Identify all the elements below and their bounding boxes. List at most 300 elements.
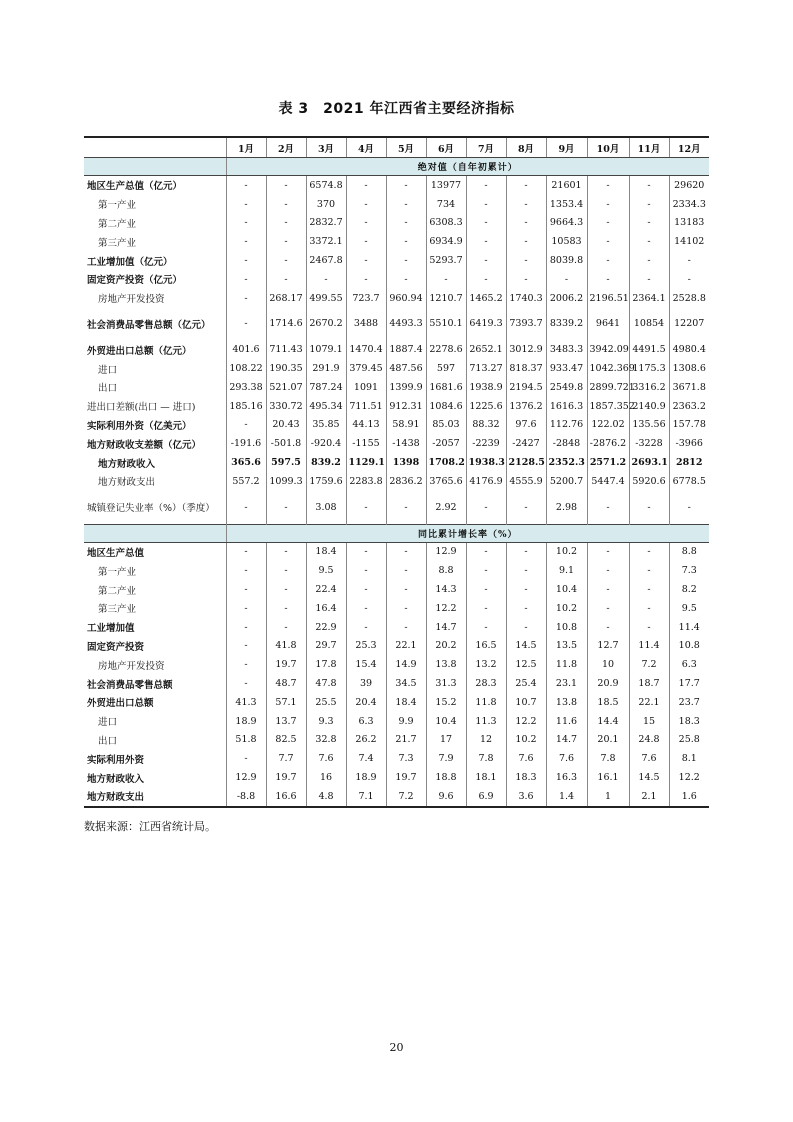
value-cell: - [266, 561, 306, 580]
value-cell: 4491.5 [629, 340, 669, 359]
value-cell: 2670.2 [306, 315, 346, 334]
row-label: 第二产业 [98, 585, 137, 597]
value-cell: 88.32 [466, 416, 506, 435]
table-row [84, 618, 709, 637]
value-cell: 14.5 [506, 637, 546, 656]
value-cell: 4980.4 [669, 340, 709, 359]
value-cell: - [226, 749, 266, 768]
spacer-cell [226, 517, 266, 525]
value-cell: 8.1 [669, 749, 709, 768]
value-cell: 7.2 [629, 655, 669, 674]
spacer-cell [386, 491, 426, 498]
value-cell: 1398 [386, 453, 426, 472]
row-label: 固定资产投资（亿元） [87, 275, 183, 287]
value-cell: 960.94 [386, 289, 426, 308]
value-cell: 6.3 [669, 655, 709, 674]
value-cell: 25.5 [306, 693, 346, 712]
value-cell: 1399.9 [386, 378, 426, 397]
value-cell: - [466, 176, 506, 195]
value-cell: 1681.6 [426, 378, 466, 397]
value-cell: 711.43 [266, 340, 306, 359]
value-cell: - [587, 270, 629, 289]
value-cell: 9.9 [386, 712, 426, 731]
spacer-cell [506, 308, 546, 315]
value-cell: 7.3 [669, 561, 709, 580]
table-row [84, 315, 709, 334]
value-cell: 2196.51 [587, 289, 629, 308]
row-label: 第三产业 [98, 604, 137, 616]
value-cell: 48.7 [266, 674, 306, 693]
value-cell: - [506, 542, 546, 561]
value-cell: 933.47 [546, 359, 587, 378]
spacer-cell [506, 517, 546, 525]
table-row [84, 498, 709, 517]
value-cell: 1225.6 [466, 397, 506, 416]
value-cell: 7.9 [426, 749, 466, 768]
value-cell: 268.17 [266, 289, 306, 308]
value-cell: 2352.3 [546, 453, 587, 472]
value-cell: 12.2 [426, 599, 466, 618]
value-cell: - [346, 270, 386, 289]
value-cell: 18.3 [506, 768, 546, 787]
row-label: 进口 [98, 364, 118, 376]
table-row [84, 542, 709, 561]
indicator-table-container [84, 136, 709, 808]
value-cell: 17 [426, 731, 466, 750]
section-header-blank [84, 158, 226, 176]
value-cell: - [629, 542, 669, 561]
value-cell: 1 [587, 787, 629, 807]
value-cell: 20.43 [266, 416, 306, 435]
value-cell: 2812 [669, 453, 709, 472]
value-cell: - [386, 498, 426, 517]
value-cell: -1155 [346, 434, 386, 453]
value-cell: 23.7 [669, 693, 709, 712]
row-label: 第三产业 [98, 237, 137, 249]
value-cell: 818.37 [506, 359, 546, 378]
value-cell: - [466, 542, 506, 561]
value-cell: 10 [587, 655, 629, 674]
value-cell: 82.5 [266, 731, 306, 750]
value-cell: -1438 [386, 434, 426, 453]
value-cell: 6574.8 [306, 176, 346, 195]
value-cell: - [629, 251, 669, 270]
value-cell: 14.4 [587, 712, 629, 731]
value-cell: 3488 [346, 315, 386, 334]
row-label: 地方财政收支差额（亿元） [87, 439, 202, 451]
value-cell: 11.6 [546, 712, 587, 731]
value-cell: 7.8 [587, 749, 629, 768]
value-cell: 29.7 [306, 637, 346, 656]
value-cell: - [629, 195, 669, 214]
spacer-cell [669, 308, 709, 315]
value-cell: 25.4 [506, 674, 546, 693]
value-cell: 8.2 [669, 580, 709, 599]
value-cell: 23.1 [546, 674, 587, 693]
value-cell: 1714.6 [266, 315, 306, 334]
value-cell: 13977 [426, 176, 466, 195]
value-cell: - [587, 232, 629, 251]
value-cell: 18.9 [346, 768, 386, 787]
value-cell: -8.8 [226, 787, 266, 807]
value-cell: - [346, 542, 386, 561]
value-cell: 5293.7 [426, 251, 466, 270]
table-title: 表 3 2021 年江西省主要经济指标 [278, 101, 515, 117]
value-cell: 293.38 [226, 378, 266, 397]
value-cell: - [466, 618, 506, 637]
value-cell: 8339.2 [546, 315, 587, 334]
value-cell: - [226, 618, 266, 637]
value-cell: - [346, 251, 386, 270]
value-cell: 12.9 [226, 768, 266, 787]
table-row [84, 580, 709, 599]
table-row [84, 599, 709, 618]
value-cell: - [386, 599, 426, 618]
value-cell: 401.6 [226, 340, 266, 359]
value-cell: 12.7 [587, 637, 629, 656]
value-cell: 7.3 [386, 749, 426, 768]
value-cell: - [386, 580, 426, 599]
value-cell: 1465.2 [466, 289, 506, 308]
value-cell: 3942.09 [587, 340, 629, 359]
month-header: 9月 [546, 137, 587, 158]
spacer-cell [629, 308, 669, 315]
value-cell: 11.8 [546, 655, 587, 674]
row-label: 房地产开发投资 [98, 660, 165, 672]
table-row [84, 359, 709, 378]
spacer-cell [466, 333, 506, 340]
value-cell: 7.2 [386, 787, 426, 807]
spacer-cell [426, 333, 466, 340]
spacer-cell [306, 333, 346, 340]
value-cell: - [587, 599, 629, 618]
value-cell: 2836.2 [386, 472, 426, 491]
spacer-cell [386, 333, 426, 340]
spacer-cell [587, 308, 629, 315]
value-cell: 713.27 [466, 359, 506, 378]
value-cell: - [266, 599, 306, 618]
value-cell: 185.16 [226, 397, 266, 416]
value-cell: - [506, 214, 546, 233]
value-cell: - [506, 599, 546, 618]
value-cell: 112.76 [546, 416, 587, 435]
value-cell: 839.2 [306, 453, 346, 472]
value-cell: - [346, 599, 386, 618]
value-cell: 2334.3 [669, 195, 709, 214]
value-cell: 6.3 [346, 712, 386, 731]
value-cell: - [386, 214, 426, 233]
value-cell: 11.4 [669, 618, 709, 637]
value-cell: 1.6 [669, 787, 709, 807]
value-cell: 1376.2 [506, 397, 546, 416]
table-row [84, 416, 709, 435]
value-cell: - [346, 498, 386, 517]
value-cell: - [466, 251, 506, 270]
value-cell: - [226, 270, 266, 289]
value-cell: 22.1 [629, 693, 669, 712]
value-cell: 1129.1 [346, 453, 386, 472]
value-cell: 14.3 [426, 580, 466, 599]
table-row [84, 472, 709, 491]
value-cell: 723.7 [346, 289, 386, 308]
value-cell: 14.9 [386, 655, 426, 674]
row-label: 第二产业 [98, 218, 137, 230]
value-cell: 13.2 [466, 655, 506, 674]
spacer-cell [306, 308, 346, 315]
spacer-cell [426, 308, 466, 315]
value-cell: 51.8 [226, 731, 266, 750]
spacer-cell [226, 491, 266, 498]
table-row [84, 289, 709, 308]
value-cell: 495.34 [306, 397, 346, 416]
row-label: 外贸进出口总额 [87, 698, 154, 710]
value-cell: 20.4 [346, 693, 386, 712]
month-header-row [84, 137, 709, 158]
value-cell: - [506, 176, 546, 195]
spacer-cell [506, 491, 546, 498]
table-row [84, 378, 709, 397]
value-cell: -2057 [426, 434, 466, 453]
value-cell: 11.8 [466, 693, 506, 712]
value-cell: 11.3 [466, 712, 506, 731]
value-cell: 8.8 [426, 561, 466, 580]
value-cell: - [226, 176, 266, 195]
value-cell: 47.8 [306, 674, 346, 693]
value-cell: - [266, 195, 306, 214]
spacer-cell [546, 333, 587, 340]
table-row [84, 561, 709, 580]
value-cell: 29620 [669, 176, 709, 195]
value-cell: 711.51 [346, 397, 386, 416]
row-label: 社会消费品零售总额 [87, 679, 173, 691]
value-cell: 13.5 [546, 637, 587, 656]
value-cell: -3228 [629, 434, 669, 453]
value-cell: 379.45 [346, 359, 386, 378]
table-row [84, 251, 709, 270]
table-row [84, 655, 709, 674]
spacer-cell [546, 517, 587, 525]
value-cell: 10583 [546, 232, 587, 251]
value-cell: 2.92 [426, 498, 466, 517]
spacer-cell [306, 491, 346, 498]
spacer-cell [346, 491, 386, 498]
value-cell: - [346, 618, 386, 637]
row-label: 固定资产投资 [87, 641, 145, 653]
value-cell: 1079.1 [306, 340, 346, 359]
spacer-cell [226, 308, 266, 315]
value-cell: 1708.2 [426, 453, 466, 472]
value-cell: 18.4 [386, 693, 426, 712]
value-cell: 39 [346, 674, 386, 693]
value-cell: - [506, 270, 546, 289]
row-label: 出口 [98, 383, 118, 395]
value-cell: - [506, 618, 546, 637]
value-cell: 10.2 [546, 599, 587, 618]
row-label: 第一产业 [98, 566, 137, 578]
spacer-cell [266, 308, 306, 315]
value-cell: 9.5 [669, 599, 709, 618]
value-cell: 8039.8 [546, 251, 587, 270]
value-cell: 17.8 [306, 655, 346, 674]
row-label: 地方财政收入 [98, 458, 156, 470]
month-header: 4月 [346, 137, 386, 158]
spacer-cell [266, 333, 306, 340]
value-cell: - [669, 251, 709, 270]
month-header: 8月 [506, 137, 546, 158]
value-cell: - [506, 251, 546, 270]
value-cell: - [226, 580, 266, 599]
value-cell: 31.3 [426, 674, 466, 693]
value-cell: - [669, 270, 709, 289]
value-cell: - [266, 214, 306, 233]
value-cell: 1.4 [546, 787, 587, 807]
value-cell: 17.7 [669, 674, 709, 693]
value-cell: 10.7 [506, 693, 546, 712]
spacer-cell [226, 333, 266, 340]
value-cell: - [629, 580, 669, 599]
spacer-cell [386, 308, 426, 315]
value-cell: 4176.9 [466, 472, 506, 491]
value-cell: 85.03 [426, 416, 466, 435]
spacer-cell [669, 333, 709, 340]
value-cell: 41.8 [266, 637, 306, 656]
spacer-cell [84, 491, 226, 498]
value-cell: 1042.369 [587, 359, 629, 378]
table-row [84, 787, 709, 807]
value-cell: - [226, 195, 266, 214]
row-label: 第一产业 [98, 200, 137, 212]
row-label: 城镇登记失业率（%）（季度） [87, 503, 215, 515]
value-cell: 25.3 [346, 637, 386, 656]
value-cell: 16.1 [587, 768, 629, 787]
value-cell: 20.1 [587, 731, 629, 750]
value-cell: 2.98 [546, 498, 587, 517]
value-cell: 2652.1 [466, 340, 506, 359]
value-cell: 3.6 [506, 787, 546, 807]
value-cell: 7.6 [546, 749, 587, 768]
value-cell: 1099.3 [266, 472, 306, 491]
value-cell: 7.6 [506, 749, 546, 768]
value-cell: 5920.6 [629, 472, 669, 491]
value-cell: 16.5 [466, 637, 506, 656]
value-cell: - [506, 498, 546, 517]
value-cell: 21601 [546, 176, 587, 195]
value-cell: - [506, 195, 546, 214]
table-row [84, 693, 709, 712]
value-cell: 58.91 [386, 416, 426, 435]
table-row [84, 749, 709, 768]
spacer-cell [386, 517, 426, 525]
value-cell: 10.8 [669, 637, 709, 656]
value-cell: 487.56 [386, 359, 426, 378]
row-label: 进口 [98, 717, 118, 729]
value-cell: - [266, 270, 306, 289]
value-cell: 2899.721 [587, 378, 629, 397]
value-cell: 18.5 [587, 693, 629, 712]
spacer-cell [84, 308, 226, 315]
spacer-cell [466, 491, 506, 498]
value-cell: - [629, 561, 669, 580]
value-cell: - [629, 232, 669, 251]
value-cell: - [587, 542, 629, 561]
value-cell: 15.4 [346, 655, 386, 674]
spacer-cell [346, 308, 386, 315]
value-cell: - [226, 655, 266, 674]
value-cell: 13.7 [266, 712, 306, 731]
spacer-cell [266, 517, 306, 525]
value-cell: - [226, 416, 266, 435]
value-cell: 2278.6 [426, 340, 466, 359]
spacer-cell [546, 308, 587, 315]
value-cell: -2848 [546, 434, 587, 453]
value-cell: - [346, 561, 386, 580]
value-cell: 521.07 [266, 378, 306, 397]
value-cell: 8.8 [669, 542, 709, 561]
table-row [84, 176, 709, 195]
value-cell: -2876.2 [587, 434, 629, 453]
value-cell: 7.4 [346, 749, 386, 768]
table-row [84, 214, 709, 233]
value-cell: 1759.6 [306, 472, 346, 491]
value-cell: - [629, 214, 669, 233]
value-cell: 10.2 [506, 731, 546, 750]
value-cell: 1084.6 [426, 397, 466, 416]
value-cell: 1175.3 [629, 359, 669, 378]
value-cell: 9.1 [546, 561, 587, 580]
value-cell: - [466, 232, 506, 251]
value-cell: - [466, 195, 506, 214]
header-corner [84, 137, 226, 158]
value-cell: -501.8 [266, 434, 306, 453]
value-cell: - [306, 270, 346, 289]
value-cell: 787.24 [306, 378, 346, 397]
month-header: 2月 [266, 137, 306, 158]
spacer-cell [466, 308, 506, 315]
value-cell: 6.9 [466, 787, 506, 807]
value-cell: 2832.7 [306, 214, 346, 233]
value-cell: 41.3 [226, 693, 266, 712]
table-row [84, 768, 709, 787]
table-row [84, 232, 709, 251]
value-cell: 3765.6 [426, 472, 466, 491]
value-cell: - [386, 176, 426, 195]
value-cell: 28.3 [466, 674, 506, 693]
value-cell: 14102 [669, 232, 709, 251]
value-cell: - [386, 270, 426, 289]
value-cell: 3483.3 [546, 340, 587, 359]
value-cell: 12.2 [669, 768, 709, 787]
spacer-row [84, 491, 709, 498]
value-cell: - [386, 232, 426, 251]
row-label: 社会消费品零售总额（亿元） [87, 319, 211, 331]
value-cell: 20.2 [426, 637, 466, 656]
spacer-row [84, 333, 709, 340]
table-row [84, 637, 709, 656]
value-cell: 14.7 [426, 618, 466, 637]
value-cell: - [226, 315, 266, 334]
section-title: 绝对值（自年初累计） [226, 158, 709, 176]
value-cell: 26.2 [346, 731, 386, 750]
value-cell: - [587, 195, 629, 214]
value-cell: 11.4 [629, 637, 669, 656]
table-row [84, 731, 709, 750]
value-cell: 2549.8 [546, 378, 587, 397]
row-label: 实际利用外资（亿美元） [87, 420, 192, 432]
section-header-row [84, 158, 709, 176]
value-cell: 1887.4 [386, 340, 426, 359]
row-label: 地方财政支出 [84, 787, 226, 807]
value-cell: - [506, 561, 546, 580]
